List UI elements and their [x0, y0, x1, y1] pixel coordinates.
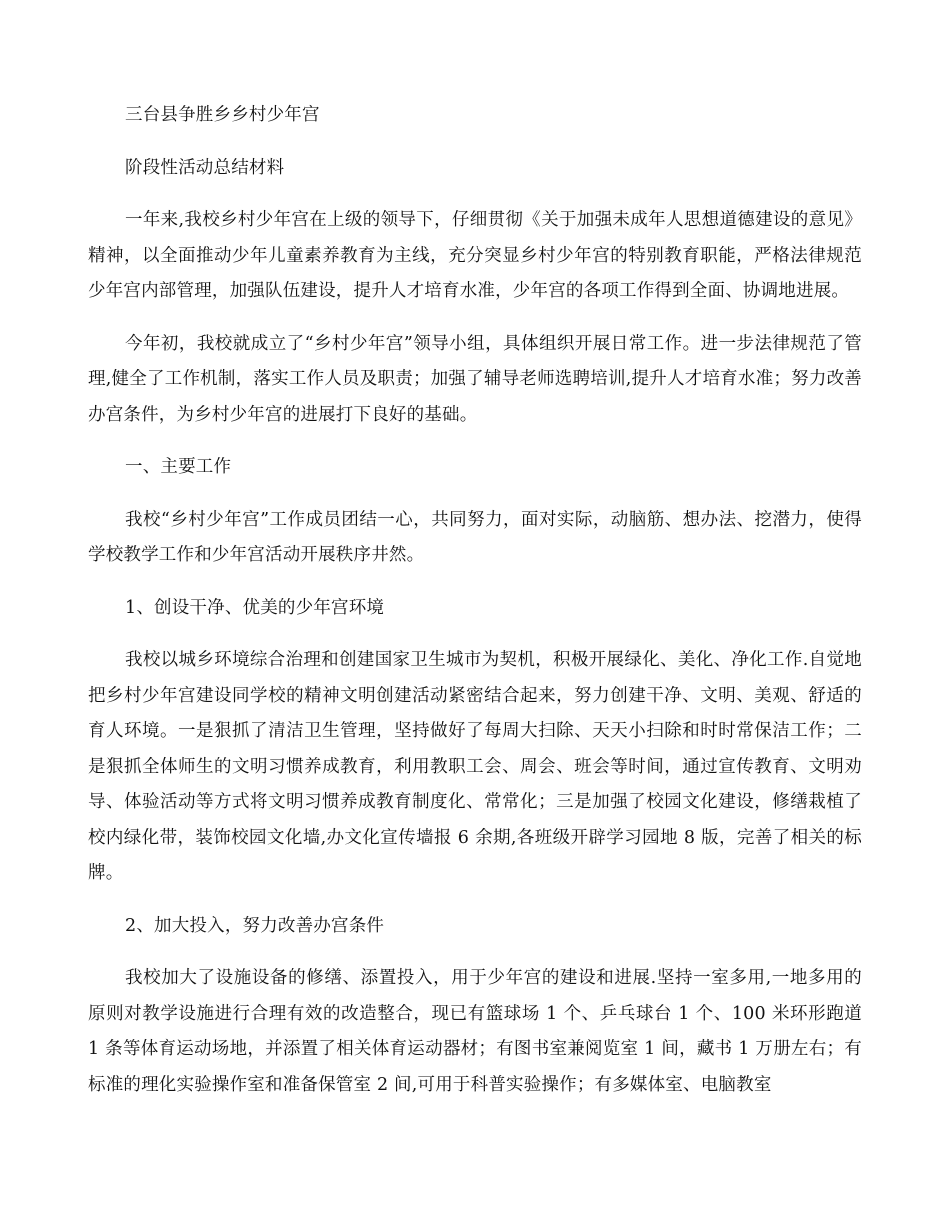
- section-heading-main-work: 一、主要工作: [125, 457, 232, 477]
- paragraph-main-work: 我校“乡村少年宫”工作成员团结一心，共同努力，面对实际，动脑筋、想办法、挖潜力，使得学校教学工作和少年宫活动开展秩序井然。: [88, 509, 862, 565]
- document-body: [88, 98, 862, 1120]
- paragraph-investment: 我校加大了设施设备的修缮、添置投入，用于少年宫的建设和进展.坚持一室多用,一地多用的原则对教学设施进行合理有效的改造整合，现已有篮球场 1 个、乒乓球台 1 个、100 米环形跑道 1 条等体育运动场地，并添置了相关体育运动器材；有图书室兼阅览室 1 间，藏书 1 万册左右；有标准的理化实验操作室和准备保管室 2 间,可用于科普实验操作；有多媒体室、电脑教室: [88, 968, 862, 1095]
- item-heading-investment: 2、加大投入，努力改善办宫条件: [125, 915, 385, 936]
- paragraph-environment: 我校以城乡环境综合治理和创建国家卫生城市为契机，积极开展绿化、美化、净化工作.自觉地把乡村少年宫建设同学校的精神文明创建活动紧密结合起来，努力创建干净、文明、美观、舒适的育人环境。一是狠抓了清洁卫生管理，坚持做好了每周大扫除、天天小扫除和时时常保洁工作；二是狠抓全体师生的文明习惯养成教育，利用教职工会、周会、班会等时间，通过宣传教育、文明劝导、体验活动等方式将文明习惯养成教育制度化、常常化；三是加强了校园文化建设，修缮栽植了校内绿化带，装饰校园文化墙,办文化宣传墙报 6 余期,各班级开辟学习园地 8 版，完善了相关的标牌。: [88, 650, 862, 883]
- document-subtitle: 阶段性活动总结材料: [125, 157, 285, 178]
- document-title: 三台县争胜乡乡村少年宫: [125, 105, 320, 125]
- paragraph-organization: 今年初，我校就成立了“乡村少年宫”领导小组，具体组织开展日常工作。进一步法律规范了管理,健全了工作机制，落实工作人员及职责；加强了辅导老师选聘培训,提升人才培育水准；努力改善办宫条件，为乡村少年宫的进展打下良好的基础。: [88, 333, 862, 425]
- item-heading-environment: 1、创设干净、优美的少年宫环境: [125, 597, 385, 618]
- paragraph-intro: 一年来,我校乡村少年宫在上级的领导下，仔细贯彻《关于加强未成年人思想道德建设的意见》精神，以全面推动少年儿童素养教育为主线，充分突显乡村少年宫的特别教育职能，严格法律规范少年宫内部管理，加强队伍建设，提升人才培育水准，少年宫的各项工作得到全面、协调地进展。: [88, 210, 862, 301]
